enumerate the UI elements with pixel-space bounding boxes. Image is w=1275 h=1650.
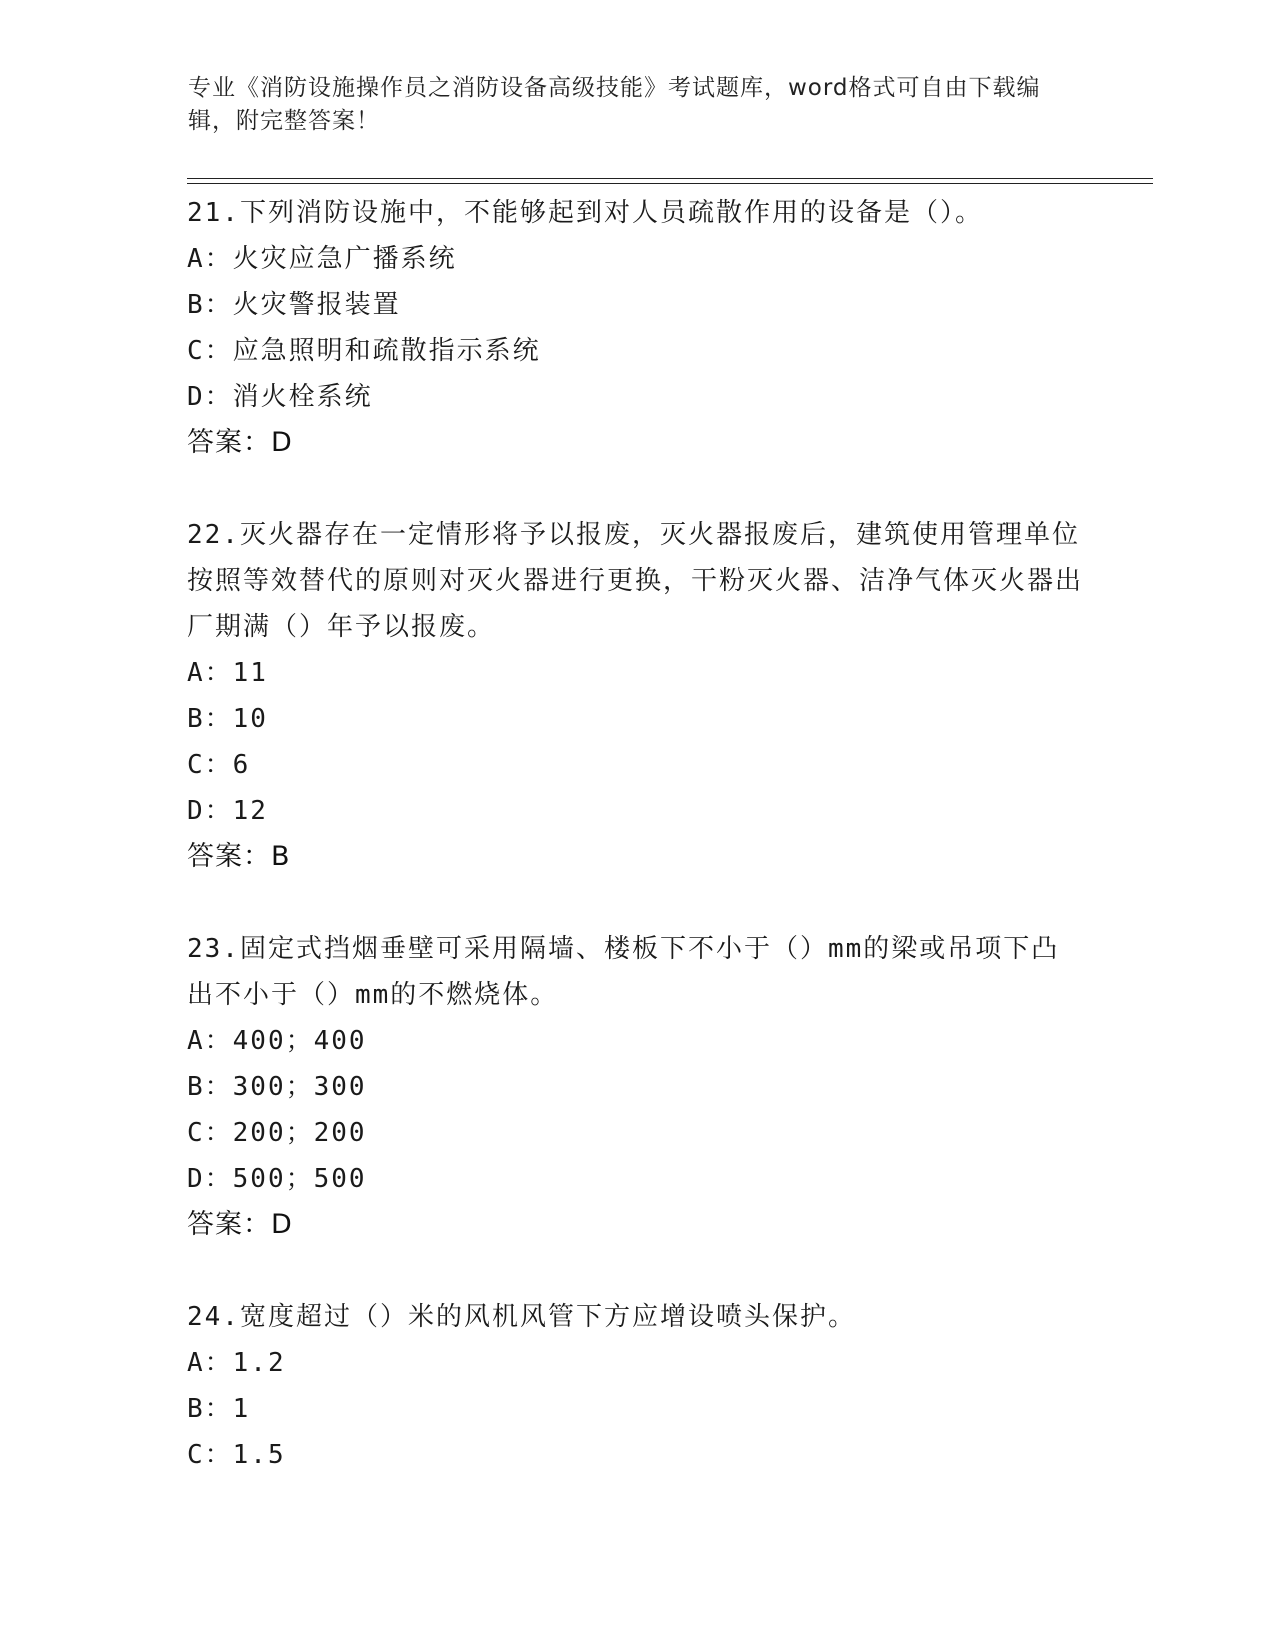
question-spacer [187, 1248, 1087, 1294]
document-header: 专业《消防设施操作员之消防设备高级技能》考试题库，word格式可自由下载编辑，附完整答案！ [188, 75, 1041, 134]
option-d: D：500；500 [187, 1164, 367, 1194]
header-divider-bottom [187, 183, 1153, 184]
option-c: C：200；200 [187, 1118, 367, 1148]
option-c: C：6 [187, 750, 251, 780]
option-d: D：消火栓系统 [187, 382, 373, 412]
option-d: D：12 [187, 796, 268, 826]
question-stem: 21.下列消防设施中，不能够起到对人员疏散作用的设备是（）。 [187, 198, 983, 228]
option-b: B：300；300 [187, 1072, 367, 1102]
question-21 [187, 190, 1087, 466]
question-23 [187, 926, 1087, 1248]
header-divider-top [187, 178, 1153, 179]
question-24 [187, 1294, 1087, 1478]
option-c: C：1.5 [187, 1440, 286, 1470]
option-a: A：11 [187, 658, 268, 688]
option-b: B：1 [187, 1394, 251, 1424]
question-22 [187, 512, 1087, 880]
option-c: C：应急照明和疏散指示系统 [187, 336, 541, 366]
question-stem: 24.宽度超过（）米的风机风管下方应增设喷头保护。 [187, 1302, 856, 1332]
option-a: A：1.2 [187, 1348, 286, 1378]
question-list [187, 190, 1087, 1478]
question-spacer [187, 880, 1087, 926]
option-b: B：10 [187, 704, 268, 734]
answer-line: 答案：B [187, 841, 291, 872]
question-stem: 23.固定式挡烟垂壁可采用隔墙、楼板下不小于（）mm的梁或吊项下凸出不小于（）mm的不燃烧体。 [187, 934, 1060, 1010]
answer-line: 答案：D [187, 1209, 293, 1240]
option-b: B：火灾警报装置 [187, 290, 401, 320]
question-spacer [187, 466, 1087, 512]
question-stem: 22.灭火器存在一定情形将予以报废，灭火器报废后，建筑使用管理单位按照等效替代的原则对灭火器进行更换，干粉灭火器、洁净气体灭火器出厂期满（）年予以报废。 [187, 520, 1084, 642]
answer-line: 答案：D [187, 427, 293, 458]
option-a: A：400；400 [187, 1026, 367, 1056]
option-a: A：火灾应急广播系统 [187, 244, 457, 274]
